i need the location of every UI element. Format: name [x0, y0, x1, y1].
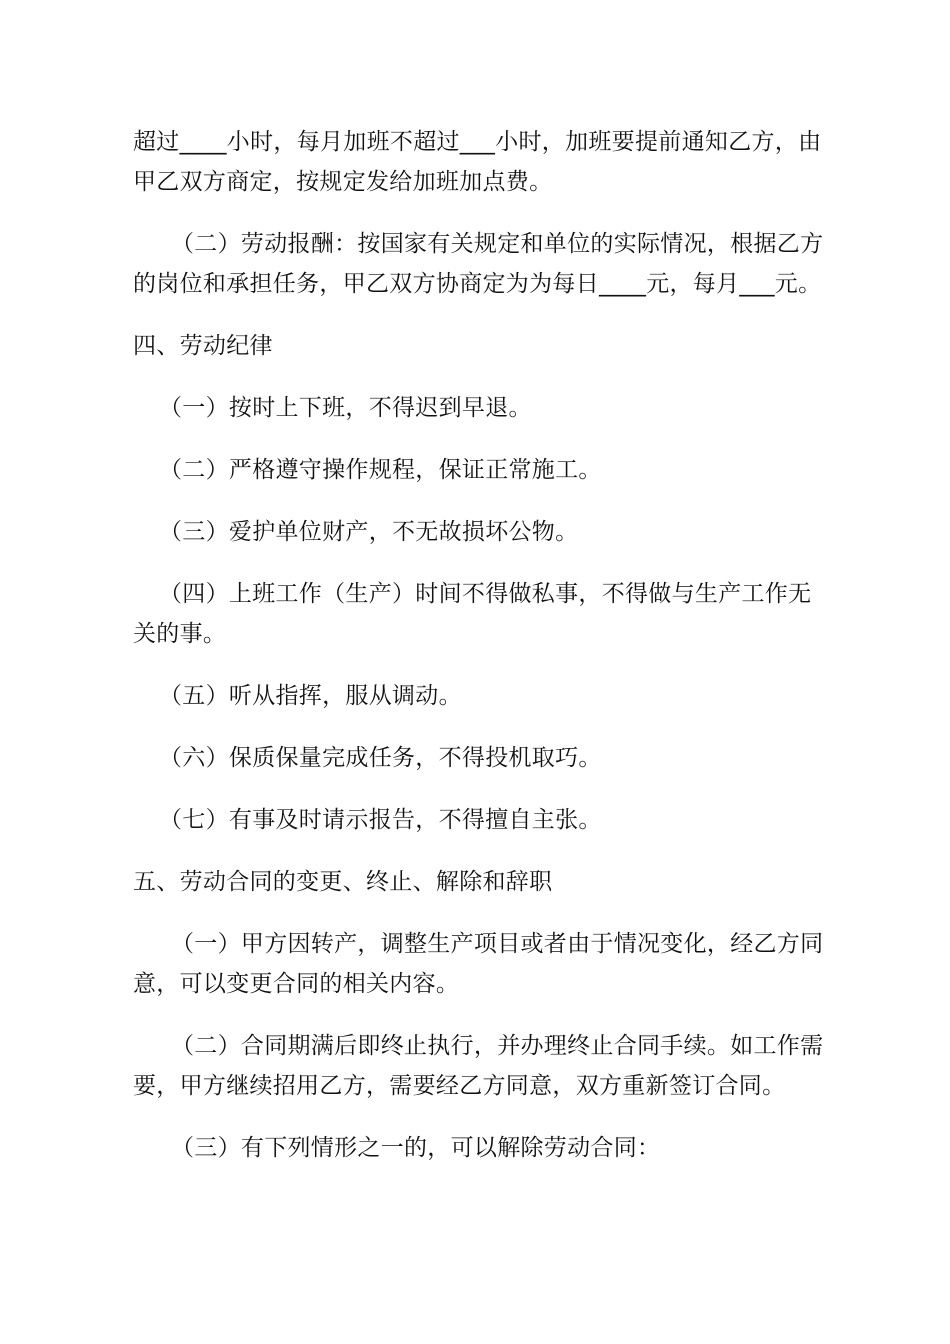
document-body [133, 122, 833, 1190]
paragraph-discipline-2: （二）严格遵守操作规程，保证正常施工。 [159, 457, 602, 483]
paragraph-overtime-cont: 超过____小时，每月加班不超过___小时，加班要提前通知乙方，由甲乙双方商定，按规定发给加班加点费。 [133, 129, 822, 195]
paragraph-contract-change-2: （二）合同期满后即终止执行，并办理终止合同手续。如工作需要，甲方继续招用乙方，需要经乙方同意，双方重新签订合同。 [133, 1033, 824, 1099]
paragraph-contract-change-3: （三）有下列情形之一的，可以解除劳动合同： [171, 1135, 661, 1161]
paragraph-discipline-1: （一）按时上下班，不得迟到早退。 [159, 395, 532, 421]
paragraph-remuneration: （二）劳动报酬：按国家有关规定和单位的实际情况，根据乙方的岗位和承担任务，甲乙双方协商定为为每日____元，每月___元。 [133, 231, 824, 297]
section-heading-contract-changes: 五、劳动合同的变更、终止、解除和辞职 [133, 869, 553, 895]
paragraph-discipline-7: （七）有事及时请示报告，不得擅自主张。 [159, 807, 602, 833]
paragraph-discipline-6: （六）保质保量完成任务，不得投机取巧。 [159, 745, 602, 771]
section-heading-labor-discipline: 四、劳动纪律 [133, 333, 273, 359]
paragraph-contract-change-1: （一）甲方因转产，调整生产项目或者由于情况变化，经乙方同意，可以变更合同的相关内容。 [133, 931, 824, 997]
paragraph-discipline-5: （五）听从指挥，服从调动。 [159, 683, 462, 709]
paragraph-discipline-3: （三）爱护单位财产，不无故损坏公物。 [159, 519, 579, 545]
paragraph-discipline-4: （四）上班工作（生产）时间不得做私事，不得做与生产工作无关的事。 [133, 581, 812, 647]
